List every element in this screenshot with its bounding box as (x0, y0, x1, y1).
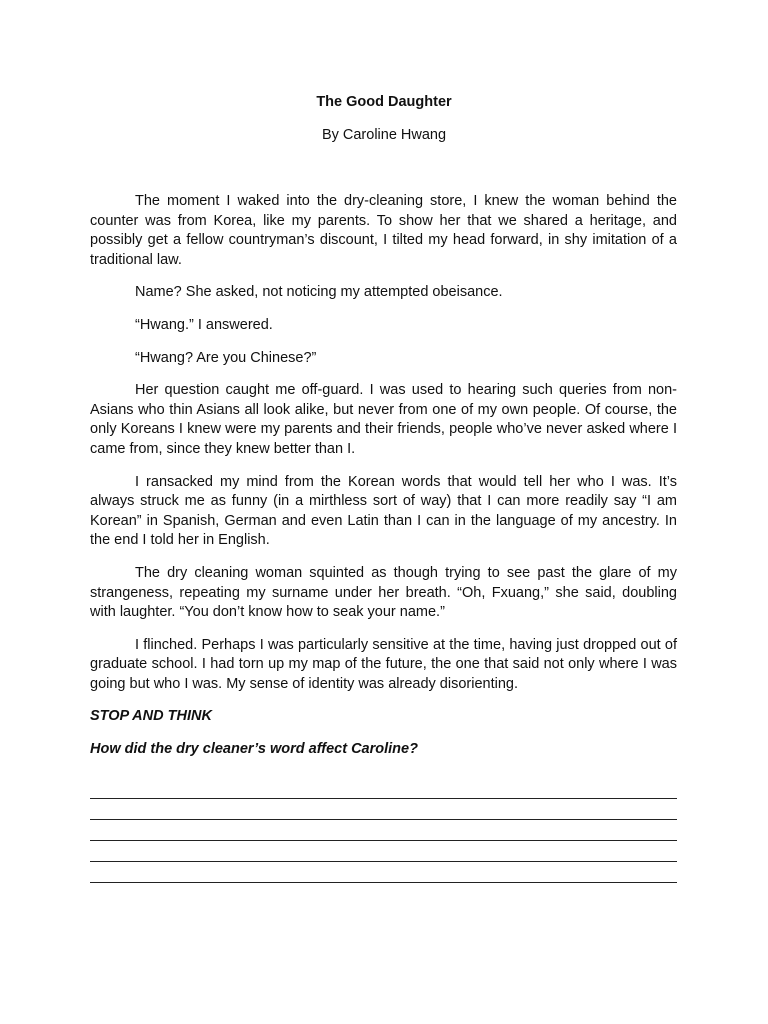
paragraph: Name? She asked, not noticing my attempted obeisance. (135, 284, 503, 301)
paragraph: “Hwang? Are you Chinese?” (135, 349, 317, 366)
paragraph: The moment I waked into the dry-cleaning store, I knew the woman behind the counter was from Korea, like my parents. To show her that we shared a heritage, and possibly get a fellow countryman’s discount, I tilted my head forward, in shy imitation of a traditional law. (90, 193, 677, 268)
author-byline: By Caroline Hwang (321, 127, 447, 143)
stop-and-think-heading: STOP AND THINK (90, 708, 212, 725)
answer-lines (90, 778, 677, 883)
document-title: The Good Daughter (316, 94, 452, 110)
paragraph: Her question caught me off-guard. I was used to hearing such queries from non-Asians who thin Asians all look alike, but never from one of my own people. Of course, the only Koreans I knew were my parents and their friends, people who’ve never asked where I came from, since they knew better than I. (90, 382, 677, 457)
paragraph: The dry cleaning woman squinted as though trying to see past the glare of my strangeness, repeating my surname under her breath. “Oh, Fxuang,” she said, doubling with laughter. “You don’t know how to seak your name.” (90, 564, 677, 621)
answer-line[interactable] (90, 778, 677, 799)
paragraph: “Hwang.” I answered. (135, 316, 273, 333)
paragraph: I ransacked my mind from the Korean words that would tell her who I was. It’s always struck me as funny (in a mirthless sort of way) that I can more readily say “I am Korean” in Spanish, German and even Latin than I can in the language of my ancestry. In the end I told her in English. (90, 473, 677, 549)
paragraph: I flinched. Perhaps I was particularly sensitive at the time, having just dropped out of graduate school. I had torn up my map of the future, the one that said not only where I was going but who I was. My sense of identity was already disorienting. (90, 636, 677, 692)
reflection-question: How did the dry cleaner’s word affect Caroline? (90, 741, 418, 758)
answer-line[interactable] (90, 841, 677, 862)
answer-line[interactable] (90, 862, 677, 883)
answer-line[interactable] (90, 799, 677, 820)
story-body (90, 192, 677, 883)
answer-line[interactable] (90, 820, 677, 841)
